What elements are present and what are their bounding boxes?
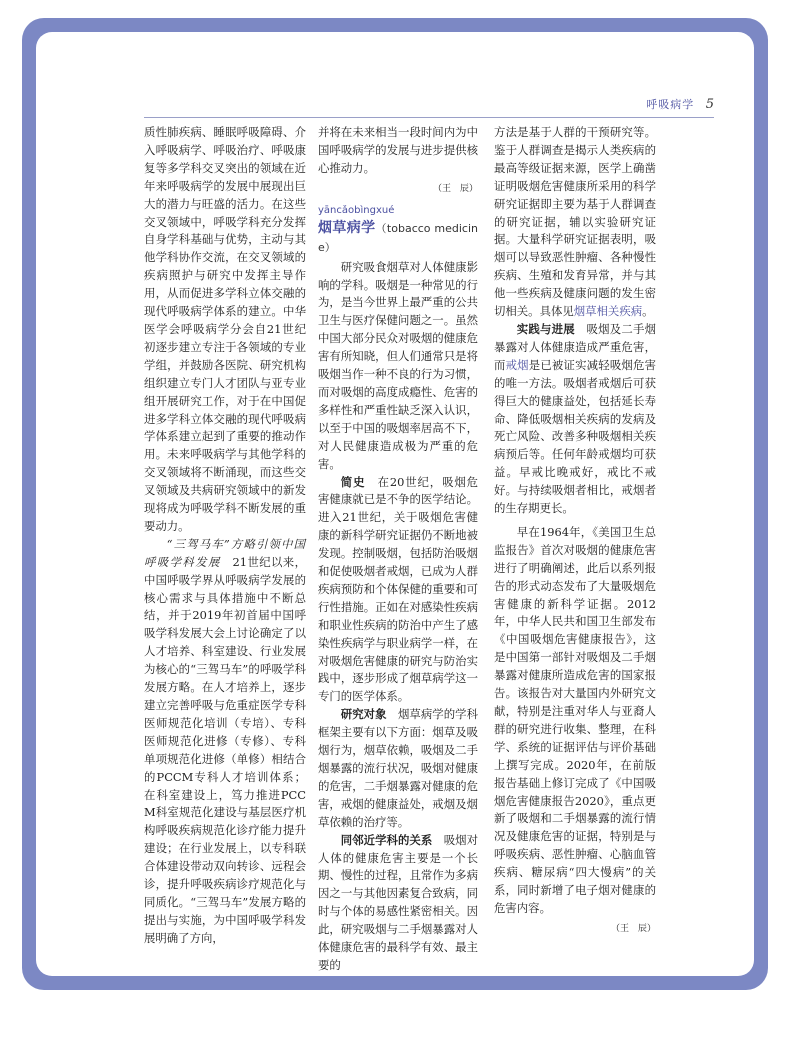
subheading: 实践与进展 (516, 321, 575, 336)
paragraph-text: 烟草病学的学科框架主要有以下方面：烟草及吸烟行为，烟草依赖，吸烟及二手烟暴露的流行状况，吸烟对健康的危害，二手烟暴露对健康的危害，戒烟的健康益处，戒烟及烟草依赖的治疗等。 (318, 707, 478, 829)
paragraph-text: 21世纪以来，中国呼吸学界从呼吸病学发展的核心需求与具体措施中不断总结，并于2019年初首届中国呼吸学科发展大会上讨论确定了以人才培养、科室建设、行业发展为核心的“三驾马车”的呼吸学科发展方略。在人才培养上，逐步建立完善呼吸与危重症医学专科医师规范化培训（专培）、专科医师规范化进修（专修）、专科单项规范化进修（单修）相结合的PCCM专科人才培训体系；在科室建设上，笃力推进PCCM科室规范化建设与基层医疗机构呼吸疾病规范化诊疗能力提升建设；在行业发展上，以专科联合体建设带动双向转诊、远程会诊，提升呼吸疾病诊疗规范化与同质化。“三驾马车”发展方略的提出与实施，为中国呼吸学科发展明确了方向， (144, 554, 306, 945)
entry-english: （tobacco medicine） (318, 221, 479, 254)
paragraph-text: 在20世纪，吸烟危害健康就已是不争的医学结论。进入21世纪，关于吸烟危害健康的新科学研究证据仍不断地被发现。控制吸烟，包括防治吸烟和促使吸烟者戒烟，已成为人群疾病预防和个体保健的重要和可行性措施。正如在对感染性疾病和职业性疾病的防治中产生了感染性疾病学与职业病学一样，在对吸烟危害健康的研究与防治实践中，逐步形成了烟草病学这一专门的医学体系。 (318, 474, 478, 704)
cross-reference-link[interactable]: 戒烟 (505, 357, 529, 372)
paragraph: 早在1964年，《美国卫生总监报告》首次对吸烟的健康危害进行了明确阐述，此后以系列报告的形式动态发布了大量吸烟危害健康的新科学证据。2012年，中华人民共和国卫生部发布《中国吸烟危害健康报告》，这是中国第一部针对吸烟及二手烟暴露对健康所造成危害的国家报告。该报告对大量国内外研究文献，特别是注重对华人与亚裔人群的研究进行收集、整理，在科学、系统的证据评估与评价基础上撰写完成。2020年，在前版报告基础上修订完成了《中国吸烟危害健康报告2020》，重点更新了吸烟和二手烟暴露的流行情况及健康危害的证据，特别是与呼吸疾病、恶性肿瘤、心脑血管疾病、糖尿病“四大慢病”的关系，同时新增了电子烟对健康的危害内容。 (494, 524, 656, 915)
subheading: 同邻近学科的关系 (340, 832, 433, 847)
author-signature: （王 辰） (432, 183, 478, 194)
subheading: 研究对象 (340, 707, 387, 722)
paragraph (318, 706, 478, 831)
header-rule (144, 117, 714, 118)
cross-reference-link[interactable]: 烟草相关疾病 (573, 304, 643, 319)
paragraph (318, 474, 478, 707)
subheading: “三驾马车”方略引领中国呼吸学科发展 (144, 536, 306, 569)
column-3 (494, 124, 656, 943)
paragraph: 研究吸食烟草对人体健康影响的学科。吸烟是一种常见的行为，是当今世界上最严重的公共卫生与医疗保健问题之一。虽然中国大部分民众对吸烟的健康危害有所知晓，但人们通常只是将吸烟当作一种不良的行为习惯，而对吸烟的高度成瘾性、危害的多样性和严重性缺乏深入认识，以至于中国的吸烟率居高不下，对人民健康造成极为严重的危害。 (318, 259, 478, 471)
entry-title: 烟草病学 (318, 219, 376, 236)
page-number: 5 (705, 97, 714, 112)
running-header (646, 96, 714, 112)
author-signature: （王 辰） (610, 923, 656, 934)
paragraph (144, 536, 306, 948)
paragraph (318, 832, 478, 975)
header-section: 呼吸病学 (646, 98, 695, 111)
subheading: 简史 (340, 474, 366, 489)
paragraph-text: 吸烟对人体的健康危害主要是一个长期、慢性的过程，且常作为多病因之一与其他因素复合致病，同时与个体的易感性紧密相关。因此，研究吸烟与二手烟暴露对人体健康危害的最科学有效、最主要的 (318, 832, 478, 972)
column-2 (318, 124, 478, 975)
paragraph: 质性肺疾病、睡眠呼吸障碍、介入呼吸病学、呼吸治疗、呼吸康复等多学科交叉突出的领域在近年来呼吸病学的发展中展现出巨大的潜力与旺盛的活力。在这些交叉领域中，呼吸学科充分发挥自身学科基础与优势，主动与其他学科协作交流，在交叉领域的疾病照护与研究中发挥主导作用，从而促进多学科立体交融的现代呼吸病学体系的建立。中华医学会呼吸病学分会自21世纪初逐步建立专注于各领域的专业学组，并鼓励各医院、研究机构组织建立专门人才团队与亚专业组开展研究工作，对于在中国促进多学科立体交融的现代呼吸病学体系建立起到了重要的推动作用。未来呼吸病学与其他学科的交叉领域将不断涌现，而这些交叉领域及共病研究领域中的新发现将成为呼吸学科不断发展的重要动力。 (144, 125, 306, 533)
entry-pinyin: yāncǎobìngxué (318, 204, 395, 216)
paragraph: 实践与进展 吸烟及二手烟暴露对人体健康造成严重危害，而戒烟是已被证实减轻吸烟危害的唯一方法。吸烟者戒烟后可获得巨大的健康益处，包括延长寿命、降低吸烟相关疾病的发病及死亡风险、改善多种吸烟相关疾病预后等。任何年龄戒烟均可获益。早戒比晚戒好，戒比不戒好。与持续吸烟者相比，戒烟者的生存期更长。 (494, 321, 656, 516)
paragraph: 方法是基于人群的干预研究等。鉴于人群调查是揭示人类疾病的最高等级证据来源，医学上确凿证明吸烟危害健康所采用的科学研究证据即主要为基于人群调查的研究证据，辅以实验研究证据。大量科学研究证据表明，吸烟可以导致恶性肿瘤、各种慢性疾病、生殖和发育异常，并与其他一些疾病及健康问题的发生密切相关。具体见烟草相关疾病。 (494, 125, 656, 319)
paragraph: 并将在未来相当一段时间内为中国呼吸病学的发展与进步提供核心推动力。 (318, 125, 478, 175)
entry-heading (318, 219, 478, 257)
column-1 (144, 124, 306, 948)
